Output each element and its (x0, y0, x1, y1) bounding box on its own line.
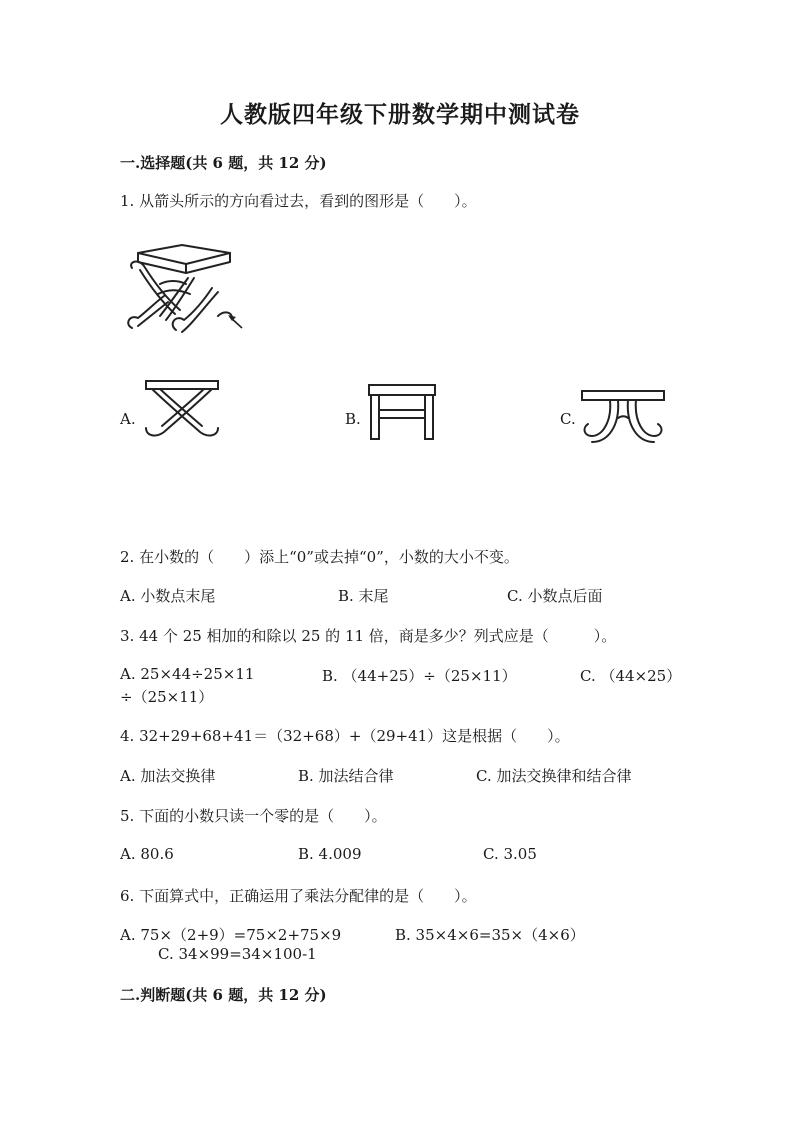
q1-option-b: B. (345, 410, 361, 428)
question-3-text: 3. 44 个 25 相加的和除以 25 的 11 倍，商是多少？列式应是（ ）。 (120, 627, 617, 645)
section-heading-choice: 一.选择题(共 6 题，共 12 分) (120, 154, 327, 172)
q4-option-b: B. 加法结合律 (298, 767, 394, 785)
q5-option-a: A. 80.6 (120, 845, 174, 863)
q3-option-b: B. （44+25）÷（25×11） (322, 667, 517, 685)
q3-option-c-continued: ÷（25×11） (120, 688, 214, 706)
section-heading-judgment: 二.判断题(共 6 题，共 12 分) (120, 986, 327, 1004)
q5-option-b: B. 4.009 (298, 845, 362, 863)
question-2-text: 2. 在小数的（ ）添上“0”或去掉“0”，小数的大小不变。 (120, 548, 519, 566)
question-5-text: 5. 下面的小数只读一个零的是（ ）。 (120, 807, 387, 825)
option-b-front-view-figure (367, 384, 437, 442)
q4-option-a: A. 加法交换律 (120, 767, 216, 785)
stool-3d-figure (120, 240, 250, 340)
option-a-front-view-figure (142, 380, 222, 440)
question-1-text: 1. 从箭头所示的方向看过去，看到的图形是（ ）。 (120, 192, 477, 210)
q6-option-b: B. 35×4×6=35×（4×6） (395, 926, 585, 944)
q3-option-c: C. （44×25） (580, 667, 682, 685)
q6-option-a: A. 75×（2+9）=75×2+75×9 (120, 926, 342, 944)
q5-option-c: C. 3.05 (483, 845, 537, 863)
q1-option-a: A. (120, 410, 136, 428)
question-6-text: 6. 下面算式中，正确运用了乘法分配律的是（ ）。 (120, 887, 477, 905)
q1-option-c: C. (560, 410, 576, 428)
q2-option-c: C. 小数点后面 (507, 587, 603, 605)
question-4-text: 4. 32+29+68+41＝（32+68）+（29+41）这是根据（ ）。 (120, 727, 570, 745)
page-title: 人教版四年级下册数学期中测试卷 (220, 101, 580, 128)
q2-option-b: B. 末尾 (338, 587, 389, 605)
q3-option-a: A. 25×44÷25×11 (120, 665, 255, 683)
q2-option-a: A. 小数点末尾 (120, 587, 216, 605)
option-c-front-view-figure (580, 390, 666, 444)
q4-option-c: C. 加法交换律和结合律 (476, 767, 632, 785)
q6-option-c: C. 34×99=34×100-1 (158, 945, 317, 963)
